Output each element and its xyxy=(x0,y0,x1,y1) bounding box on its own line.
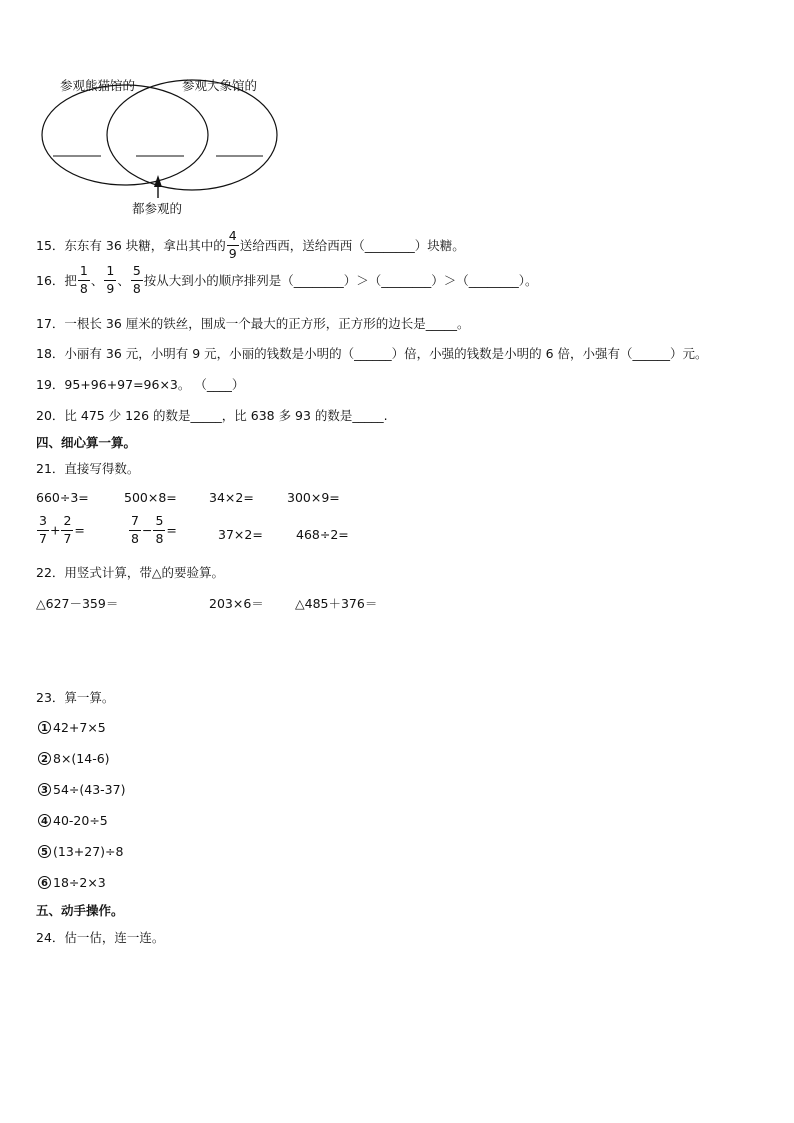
question-19: 19．95+96+97=96×3。 （____） xyxy=(36,377,245,392)
calc-660-div-3: 660÷3= xyxy=(36,490,89,505)
venn-left-label: 参观熊猫馆的 xyxy=(60,78,136,93)
venn-diagram xyxy=(36,74,286,219)
question-22-title: 22．用竖式计算，带△的要验算。 xyxy=(36,565,225,580)
expr-item-5: 5 (13+27)÷8 xyxy=(38,843,123,859)
vertical-calc-1: △627－359＝ xyxy=(36,596,119,611)
calc-300-times-9: 300×9= xyxy=(287,490,340,505)
calc-34-times-2: 34×2= xyxy=(209,490,254,505)
vertical-calc-3: △485＋376＝ xyxy=(295,596,378,611)
calc-37-times-2: 37×2= xyxy=(218,527,263,542)
question-24: 24．估一估，连一连。 xyxy=(36,930,165,945)
fraction-5-8: $\frac{5}{8}$ xyxy=(132,263,141,296)
calc-fraction-add: $\frac{3}{7}$ + $\frac{2}{7}$ = xyxy=(39,513,85,546)
expr-item-3: 3 54÷(43-37) xyxy=(38,781,125,797)
question-16: 16．把 $\frac{1}{8}$ 、 $\frac{1}{9}$ 、 $\frac{5}{8}$ 按从大到小的顺序排列是（________）＞（________）＞（________）。 xyxy=(36,263,538,296)
fraction-4-9: $\frac{4}{9}$ xyxy=(228,228,237,261)
expr-item-1: 1 42+7×5 xyxy=(38,719,106,735)
question-15: 15．东东有 36 块糖，拿出其中的 $\frac{4}{9}$ 送给西西，送给西西（________）块糖。 xyxy=(36,228,465,261)
calc-fraction-subtract: $\frac{7}{8}$ − $\frac{5}{8}$ = xyxy=(131,513,177,546)
expr-item-4: 4 40-20÷5 xyxy=(38,812,108,828)
fraction-1-9: $\frac{1}{9}$ xyxy=(106,263,115,296)
venn-left-circle xyxy=(42,85,208,185)
venn-arrow-head xyxy=(154,175,162,187)
question-21-title: 21．直接写得数。 xyxy=(36,461,140,476)
venn-bottom-label: 都参观的 xyxy=(132,201,183,216)
question-18: 18．小丽有 36 元，小明有 9 元，小丽的钱数是小明的（______）倍，小强的钱数是小明的 6 倍，小强有（______）元。 xyxy=(36,346,708,361)
expr-item-6: 6 18÷2×3 xyxy=(38,874,106,890)
calc-500-times-8: 500×8= xyxy=(124,490,177,505)
calc-468-div-2: 468÷2= xyxy=(296,527,349,542)
venn-right-circle xyxy=(107,80,277,190)
expr-item-2: 2 8×(14-6) xyxy=(38,750,110,766)
section-5-heading: 五、动手操作。 xyxy=(36,903,124,918)
venn-right-label: 参观大象馆的 xyxy=(182,78,258,93)
vertical-calc-2: 203×6＝ xyxy=(209,596,264,611)
question-23-title: 23．算一算。 xyxy=(36,690,115,705)
question-17: 17．一根长 36 厘米的铁丝，围成一个最大的正方形，正方形的边长是_____。 xyxy=(36,316,470,331)
fraction-1-8: $\frac{1}{8}$ xyxy=(79,263,88,296)
question-20: 20．比 475 少 126 的数是_____，比 638 多 93 的数是_____. xyxy=(36,408,388,423)
section-4-heading: 四、细心算一算。 xyxy=(36,435,137,450)
